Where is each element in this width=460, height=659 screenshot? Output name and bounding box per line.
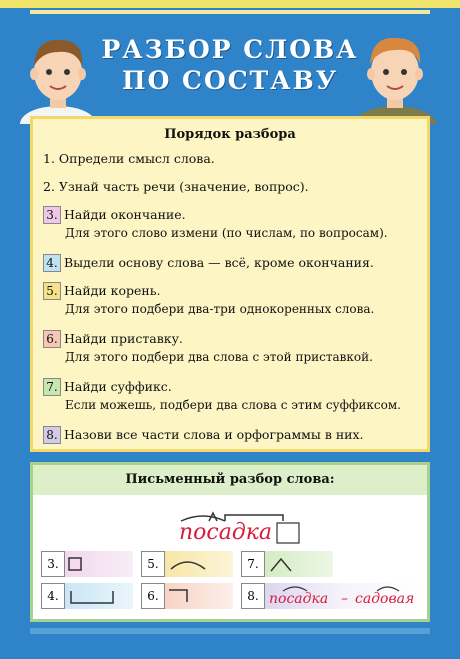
boy-right-illustration	[350, 28, 440, 124]
cell-number: 5.	[141, 551, 165, 577]
step-text: Найди приставку.	[64, 331, 183, 346]
steps-panel	[30, 116, 430, 452]
step-text: Узнай часть речи (значение, вопрос).	[58, 179, 309, 194]
step-number: 1.	[43, 151, 55, 166]
step-hint: Для этого слово измени (по числам, по вопросам).	[65, 226, 388, 240]
step-5	[43, 281, 374, 319]
step-hint: Для этого подбери два-три однокоренных слова.	[65, 302, 375, 316]
title-line-1: РАЗБОР СЛОВА	[101, 35, 359, 64]
step-2	[43, 177, 309, 196]
step-badge: 8.	[43, 426, 61, 444]
cell-number: 3.	[41, 551, 65, 577]
compare-word-1: посадка	[269, 591, 329, 607]
cell-6	[141, 583, 233, 609]
step-text: Выдели основу слова — всё, кроме окончания.	[64, 255, 374, 270]
step-badge: 3.	[43, 206, 61, 224]
step-1	[43, 149, 215, 168]
top-stripe-light	[30, 10, 430, 14]
step-7	[43, 377, 401, 415]
top-stripe	[0, 0, 460, 8]
root-arc-icon	[165, 551, 233, 577]
step-8	[43, 425, 364, 444]
step-3	[43, 205, 388, 243]
step-text: Определи смысл слова.	[58, 151, 215, 166]
cognate-comparison	[265, 583, 421, 609]
step-text: Назови все части слова и орфограммы в них.	[64, 427, 364, 442]
cell-number: 7.	[241, 551, 265, 577]
boy-left-illustration	[18, 28, 98, 124]
step-badge: 7.	[43, 378, 61, 396]
step-text: Найди суффикс.	[64, 379, 172, 394]
compare-word-2: садовая	[355, 591, 415, 607]
step-number: 2.	[43, 179, 55, 194]
cell-8	[241, 583, 421, 609]
step-text: Найди корень.	[64, 283, 161, 298]
step-badge: 4.	[43, 254, 61, 272]
cell-number: 6.	[141, 583, 165, 609]
step-hint: Для этого подбери два слова с этой приставкой.	[65, 350, 373, 364]
stem-bracket-icon	[65, 583, 133, 609]
example-word: посадка	[179, 520, 273, 545]
cell-number: 4.	[41, 583, 65, 609]
cell-4	[41, 583, 133, 609]
cell-3	[41, 551, 133, 577]
step-badge: 6.	[43, 330, 61, 348]
prefix-corner-icon	[165, 583, 233, 609]
bottom-stripe	[30, 628, 430, 634]
suffix-caret-icon	[265, 551, 333, 577]
title-line-2: ПО СОСТАВУ	[121, 66, 339, 95]
written-analysis-panel	[30, 462, 430, 622]
step-badge: 5.	[43, 282, 61, 300]
example-word-marked	[173, 507, 323, 547]
cell-5	[141, 551, 233, 577]
step-6	[43, 329, 373, 367]
poster-title	[100, 34, 360, 96]
step-text: Найди окончание.	[64, 207, 186, 222]
ending-box-icon	[65, 551, 133, 577]
cell-7	[241, 551, 333, 577]
written-heading: Письменный разбор слова:	[33, 465, 427, 495]
step-hint: Если можешь, подбери два слова с этим суффиксом.	[65, 398, 401, 412]
cell-number: 8.	[241, 583, 265, 609]
step-4	[43, 253, 374, 272]
steps-heading: Порядок разбора	[164, 127, 296, 142]
compare-dash: –	[341, 591, 348, 607]
